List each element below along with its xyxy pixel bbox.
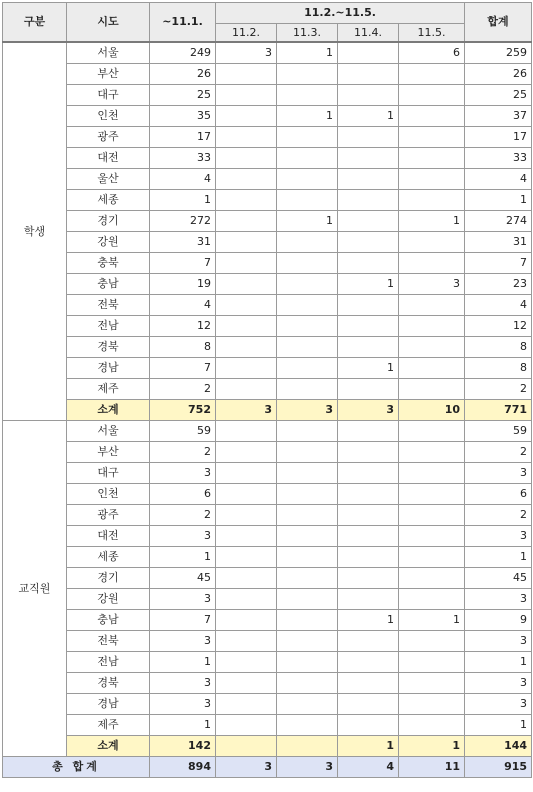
value-cell <box>338 463 399 484</box>
subtotal-value: 771 <box>465 400 532 421</box>
value-cell: 12 <box>150 316 216 337</box>
value-cell <box>216 64 277 85</box>
value-cell <box>216 589 277 610</box>
value-cell <box>399 694 465 715</box>
table-row <box>3 547 532 568</box>
header-month: 11.2. <box>216 24 277 43</box>
value-cell: 2 <box>150 379 216 400</box>
value-cell: 19 <box>150 274 216 295</box>
value-cell <box>399 106 465 127</box>
value-cell: 8 <box>150 337 216 358</box>
value-cell: 3 <box>150 526 216 547</box>
value-cell <box>338 526 399 547</box>
value-cell: 59 <box>150 421 216 442</box>
table-row <box>3 253 532 274</box>
value-cell: 25 <box>150 85 216 106</box>
value-cell <box>277 589 338 610</box>
value-cell <box>338 148 399 169</box>
table-row <box>3 337 532 358</box>
table-row <box>3 715 532 736</box>
region-cell: 강원 <box>67 232 150 253</box>
subtotal-row <box>3 736 532 757</box>
value-cell <box>338 631 399 652</box>
value-cell <box>277 463 338 484</box>
value-cell <box>216 379 277 400</box>
subtotal-row <box>3 400 532 421</box>
table-row <box>3 505 532 526</box>
table-row <box>3 106 532 127</box>
value-cell: 2 <box>150 505 216 526</box>
value-cell <box>277 442 338 463</box>
grand-total-value: 3 <box>216 757 277 778</box>
region-cell: 경북 <box>67 337 150 358</box>
value-cell: 31 <box>465 232 532 253</box>
value-cell: 4 <box>465 295 532 316</box>
value-cell: 7 <box>150 253 216 274</box>
region-cell: 서울 <box>67 421 150 442</box>
region-cell: 충남 <box>67 274 150 295</box>
value-cell <box>277 568 338 589</box>
subtotal-label: 소계 <box>67 400 150 421</box>
value-cell <box>216 211 277 232</box>
region-cell: 세종 <box>67 190 150 211</box>
region-cell: 전남 <box>67 652 150 673</box>
value-cell <box>216 190 277 211</box>
region-cell: 제주 <box>67 379 150 400</box>
value-cell: 3 <box>465 631 532 652</box>
value-cell <box>216 421 277 442</box>
value-cell: 6 <box>399 42 465 64</box>
table-row <box>3 211 532 232</box>
value-cell: 4 <box>150 169 216 190</box>
subtotal-value: 3 <box>216 400 277 421</box>
region-cell: 전남 <box>67 316 150 337</box>
table-row <box>3 694 532 715</box>
table-body <box>3 42 532 778</box>
value-cell: 3 <box>465 526 532 547</box>
value-cell: 2 <box>150 442 216 463</box>
value-cell: 33 <box>150 148 216 169</box>
subtotal-value: 144 <box>465 736 532 757</box>
value-cell: 1 <box>399 610 465 631</box>
value-cell <box>338 127 399 148</box>
value-cell <box>216 253 277 274</box>
region-cell: 제주 <box>67 715 150 736</box>
region-cell: 대전 <box>67 526 150 547</box>
table-row <box>3 484 532 505</box>
value-cell: 26 <box>150 64 216 85</box>
value-cell <box>216 673 277 694</box>
region-cell: 광주 <box>67 127 150 148</box>
value-cell <box>216 337 277 358</box>
value-cell: 1 <box>465 190 532 211</box>
value-cell: 3 <box>216 42 277 64</box>
value-cell: 3 <box>150 589 216 610</box>
region-cell: 경기 <box>67 568 150 589</box>
value-cell: 2 <box>465 505 532 526</box>
region-cell: 인천 <box>67 484 150 505</box>
value-cell: 17 <box>465 127 532 148</box>
value-cell <box>216 274 277 295</box>
region-cell: 인천 <box>67 106 150 127</box>
value-cell <box>216 484 277 505</box>
header-period-group: 11.2.~11.5. <box>216 3 465 24</box>
value-cell <box>216 232 277 253</box>
value-cell <box>216 358 277 379</box>
header-region: 시도 <box>67 3 150 43</box>
value-cell: 8 <box>465 358 532 379</box>
value-cell <box>338 169 399 190</box>
region-cell: 전북 <box>67 295 150 316</box>
value-cell: 2 <box>465 379 532 400</box>
value-cell: 1 <box>338 358 399 379</box>
value-cell <box>216 316 277 337</box>
table-row <box>3 358 532 379</box>
value-cell: 35 <box>150 106 216 127</box>
value-cell <box>277 673 338 694</box>
value-cell <box>277 379 338 400</box>
table-row <box>3 85 532 106</box>
value-cell <box>216 169 277 190</box>
grand-total-value: 894 <box>150 757 216 778</box>
value-cell <box>277 715 338 736</box>
value-cell: 4 <box>150 295 216 316</box>
table-row <box>3 232 532 253</box>
value-cell <box>399 631 465 652</box>
value-cell <box>216 442 277 463</box>
value-cell: 25 <box>465 85 532 106</box>
table-row <box>3 295 532 316</box>
region-cell: 충북 <box>67 253 150 274</box>
value-cell <box>216 715 277 736</box>
value-cell: 1 <box>338 274 399 295</box>
value-cell: 272 <box>150 211 216 232</box>
value-cell <box>216 652 277 673</box>
table-row <box>3 379 532 400</box>
value-cell <box>277 85 338 106</box>
value-cell <box>338 505 399 526</box>
value-cell <box>399 547 465 568</box>
region-cell: 서울 <box>67 42 150 64</box>
value-cell <box>277 694 338 715</box>
value-cell: 3 <box>150 673 216 694</box>
value-cell: 1 <box>465 652 532 673</box>
table-row <box>3 421 532 442</box>
table-row <box>3 652 532 673</box>
value-cell: 1 <box>150 715 216 736</box>
value-cell <box>277 652 338 673</box>
value-cell <box>216 610 277 631</box>
value-cell <box>399 64 465 85</box>
table-row <box>3 442 532 463</box>
table-row <box>3 673 532 694</box>
subtotal-value <box>277 736 338 757</box>
value-cell <box>338 85 399 106</box>
grand-total-value: 3 <box>277 757 338 778</box>
subtotal-value: 10 <box>399 400 465 421</box>
value-cell: 1 <box>465 715 532 736</box>
value-cell: 1 <box>465 547 532 568</box>
value-cell: 6 <box>150 484 216 505</box>
value-cell: 59 <box>465 421 532 442</box>
value-cell <box>277 190 338 211</box>
value-cell: 7 <box>465 253 532 274</box>
region-cell: 부산 <box>67 442 150 463</box>
value-cell <box>399 295 465 316</box>
value-cell <box>338 484 399 505</box>
value-cell <box>399 673 465 694</box>
table-row <box>3 64 532 85</box>
value-cell <box>399 463 465 484</box>
value-cell: 1 <box>150 547 216 568</box>
subtotal-value: 752 <box>150 400 216 421</box>
table-row <box>3 526 532 547</box>
table-row <box>3 610 532 631</box>
header-category: 구분 <box>3 3 67 43</box>
region-cell: 대전 <box>67 148 150 169</box>
value-cell <box>216 547 277 568</box>
value-cell <box>399 316 465 337</box>
value-cell <box>338 673 399 694</box>
value-cell <box>338 337 399 358</box>
value-cell <box>277 148 338 169</box>
table-row <box>3 631 532 652</box>
value-cell: 4 <box>465 169 532 190</box>
value-cell <box>216 568 277 589</box>
value-cell <box>399 379 465 400</box>
value-cell <box>338 316 399 337</box>
value-cell: 33 <box>465 148 532 169</box>
value-cell <box>216 694 277 715</box>
value-cell <box>277 547 338 568</box>
value-cell <box>399 148 465 169</box>
value-cell <box>338 42 399 64</box>
subtotal-label: 소계 <box>67 736 150 757</box>
value-cell <box>338 568 399 589</box>
statistics-table <box>2 2 532 778</box>
subtotal-value: 1 <box>338 736 399 757</box>
value-cell: 45 <box>465 568 532 589</box>
value-cell: 3 <box>150 694 216 715</box>
value-cell <box>399 421 465 442</box>
region-cell: 충남 <box>67 610 150 631</box>
value-cell <box>216 127 277 148</box>
region-cell: 경북 <box>67 673 150 694</box>
value-cell: 12 <box>465 316 532 337</box>
value-cell <box>277 127 338 148</box>
value-cell <box>399 484 465 505</box>
value-cell: 1 <box>150 652 216 673</box>
region-cell: 세종 <box>67 547 150 568</box>
value-cell: 7 <box>150 358 216 379</box>
value-cell <box>277 274 338 295</box>
value-cell <box>277 295 338 316</box>
header-month: 11.3. <box>277 24 338 43</box>
header-month: 11.5. <box>399 24 465 43</box>
region-cell: 경기 <box>67 211 150 232</box>
grand-total-row <box>3 757 532 778</box>
value-cell <box>399 568 465 589</box>
value-cell <box>338 379 399 400</box>
value-cell: 31 <box>150 232 216 253</box>
category-cell: 학생 <box>3 42 67 421</box>
value-cell: 7 <box>150 610 216 631</box>
value-cell <box>399 190 465 211</box>
value-cell <box>399 652 465 673</box>
value-cell: 3 <box>465 673 532 694</box>
value-cell: 3 <box>399 274 465 295</box>
value-cell <box>399 442 465 463</box>
value-cell <box>277 484 338 505</box>
region-cell: 광주 <box>67 505 150 526</box>
subtotal-value: 3 <box>277 400 338 421</box>
value-cell <box>216 505 277 526</box>
value-cell <box>338 547 399 568</box>
value-cell <box>277 421 338 442</box>
value-cell: 9 <box>465 610 532 631</box>
subtotal-value: 1 <box>399 736 465 757</box>
subtotal-value <box>216 736 277 757</box>
value-cell <box>277 169 338 190</box>
value-cell: 1 <box>277 211 338 232</box>
table-row <box>3 463 532 484</box>
region-cell: 경남 <box>67 358 150 379</box>
value-cell <box>399 589 465 610</box>
value-cell <box>399 85 465 106</box>
value-cell <box>277 505 338 526</box>
value-cell: 3 <box>150 631 216 652</box>
value-cell: 26 <box>465 64 532 85</box>
header-before: ~11.1. <box>150 3 216 43</box>
value-cell <box>277 631 338 652</box>
value-cell <box>399 232 465 253</box>
value-cell <box>277 526 338 547</box>
value-cell: 37 <box>465 106 532 127</box>
value-cell: 1 <box>277 106 338 127</box>
value-cell: 3 <box>465 589 532 610</box>
value-cell <box>216 148 277 169</box>
value-cell <box>399 337 465 358</box>
table-row <box>3 148 532 169</box>
value-cell <box>216 85 277 106</box>
region-cell: 부산 <box>67 64 150 85</box>
region-cell: 울산 <box>67 169 150 190</box>
value-cell: 249 <box>150 42 216 64</box>
value-cell <box>338 295 399 316</box>
value-cell <box>277 316 338 337</box>
grand-total-value: 915 <box>465 757 532 778</box>
value-cell <box>216 631 277 652</box>
grand-total-value: 11 <box>399 757 465 778</box>
value-cell <box>338 64 399 85</box>
value-cell <box>338 652 399 673</box>
table-row <box>3 316 532 337</box>
region-cell: 강원 <box>67 589 150 610</box>
subtotal-value: 142 <box>150 736 216 757</box>
region-cell: 전북 <box>67 631 150 652</box>
region-cell: 대구 <box>67 85 150 106</box>
table-row <box>3 127 532 148</box>
value-cell: 1 <box>150 190 216 211</box>
value-cell: 8 <box>465 337 532 358</box>
value-cell <box>216 463 277 484</box>
value-cell <box>399 127 465 148</box>
value-cell <box>338 232 399 253</box>
value-cell <box>216 526 277 547</box>
value-cell <box>277 253 338 274</box>
region-cell: 대구 <box>67 463 150 484</box>
value-cell <box>277 358 338 379</box>
value-cell: 3 <box>465 694 532 715</box>
grand-total-value: 4 <box>338 757 399 778</box>
value-cell: 3 <box>465 463 532 484</box>
value-cell <box>338 190 399 211</box>
value-cell: 259 <box>465 42 532 64</box>
value-cell <box>338 715 399 736</box>
value-cell: 1 <box>277 42 338 64</box>
value-cell <box>338 442 399 463</box>
value-cell <box>399 253 465 274</box>
value-cell <box>277 610 338 631</box>
value-cell: 6 <box>465 484 532 505</box>
value-cell <box>277 232 338 253</box>
value-cell <box>399 526 465 547</box>
value-cell <box>216 106 277 127</box>
value-cell: 23 <box>465 274 532 295</box>
value-cell <box>399 715 465 736</box>
value-cell <box>216 295 277 316</box>
value-cell <box>277 337 338 358</box>
value-cell <box>338 694 399 715</box>
table-row <box>3 42 532 64</box>
table-header <box>3 3 532 43</box>
value-cell: 45 <box>150 568 216 589</box>
header-total: 합계 <box>465 3 532 43</box>
value-cell <box>399 505 465 526</box>
value-cell: 1 <box>399 211 465 232</box>
value-cell: 1 <box>338 610 399 631</box>
category-cell: 교직원 <box>3 421 67 757</box>
table-row <box>3 568 532 589</box>
value-cell: 17 <box>150 127 216 148</box>
value-cell <box>338 253 399 274</box>
value-cell <box>399 358 465 379</box>
value-cell: 1 <box>338 106 399 127</box>
value-cell: 3 <box>150 463 216 484</box>
header-month: 11.4. <box>338 24 399 43</box>
table-row <box>3 274 532 295</box>
value-cell <box>277 64 338 85</box>
value-cell: 2 <box>465 442 532 463</box>
table-row <box>3 190 532 211</box>
value-cell: 274 <box>465 211 532 232</box>
subtotal-value: 3 <box>338 400 399 421</box>
value-cell <box>338 589 399 610</box>
table-row <box>3 169 532 190</box>
value-cell <box>338 211 399 232</box>
region-cell: 경남 <box>67 694 150 715</box>
value-cell <box>338 421 399 442</box>
grand-total-label: 총 합계 <box>3 757 150 778</box>
table-row <box>3 589 532 610</box>
value-cell <box>399 169 465 190</box>
